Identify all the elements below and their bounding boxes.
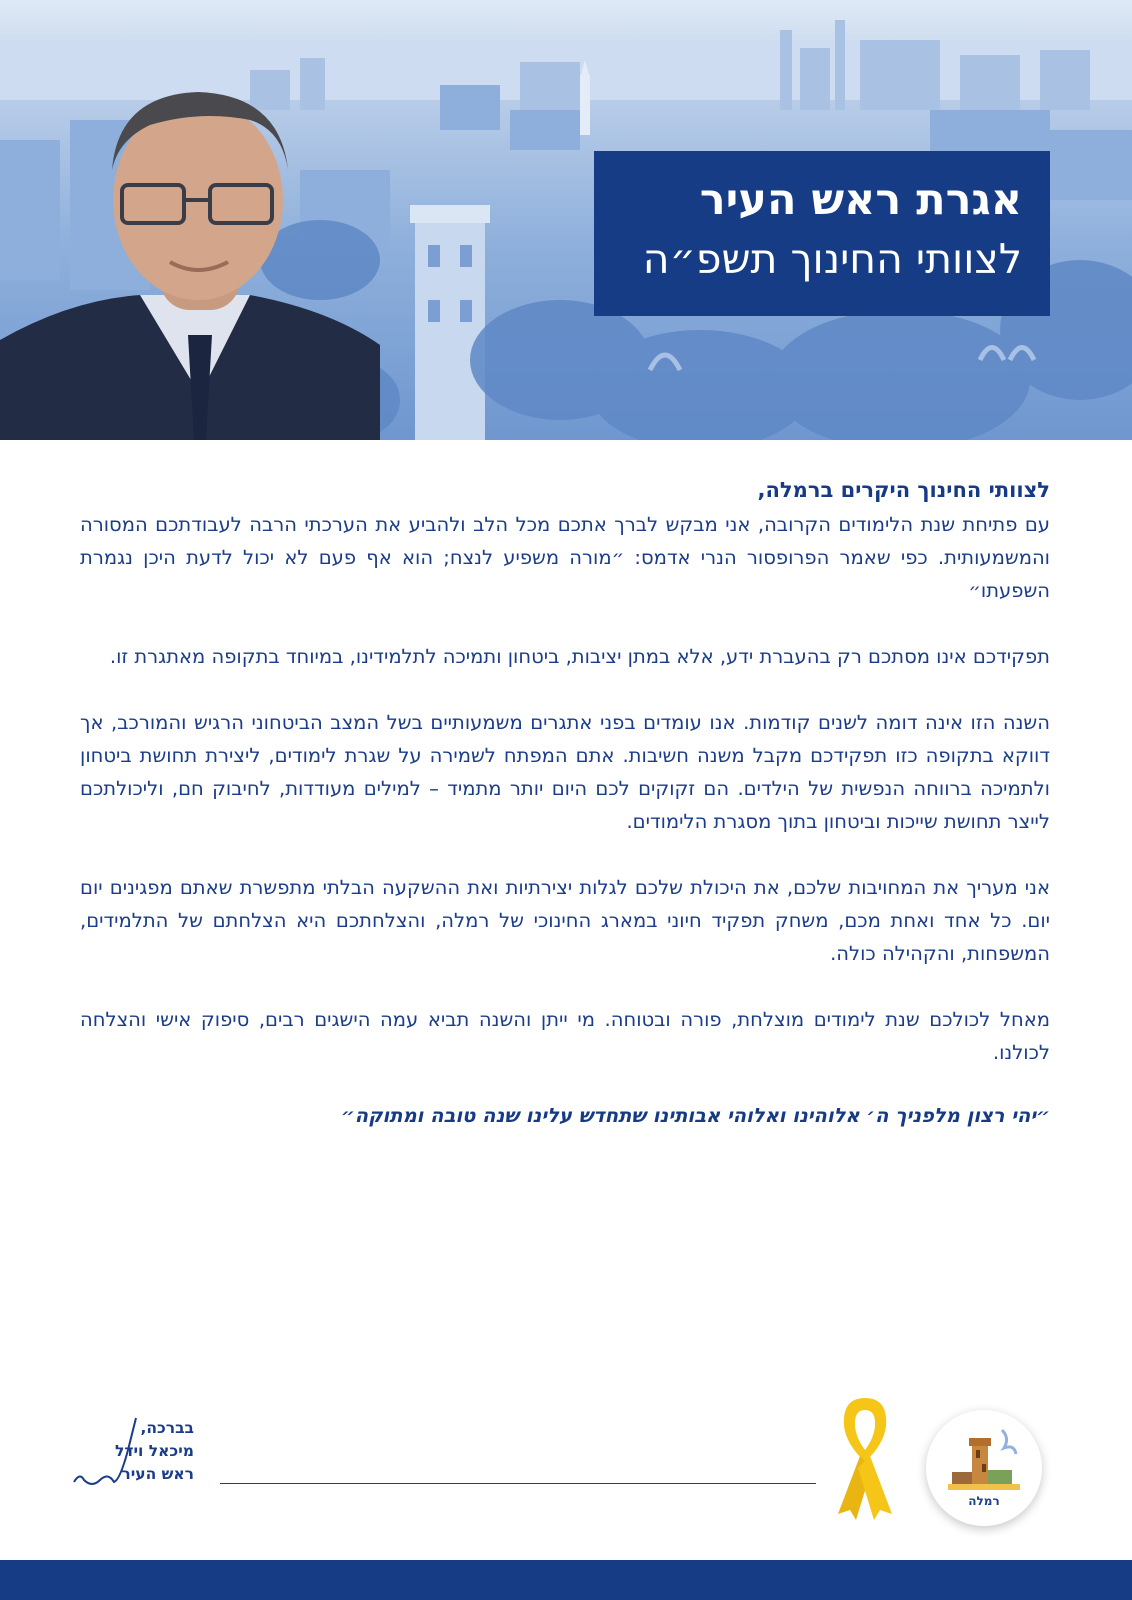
- signature-block: [84, 1417, 194, 1486]
- letter-paragraph-4: אני מעריך את המחויבות שלכם, את היכולת שלכם לגלות יצירתיות ואת ההשקעה הבלתי מתפשרת שאתם מפגינים יום יום. כל אחד ואחת מכם, משחק תפקיד חיוני במארג החינוכי של רמלה, והצלחתכם היא הצלחתם של התלמידים, המשפחות, והקהילה כולה.: [80, 876, 1050, 965]
- letter-body: [80, 472, 1050, 1132]
- letter-salutation: לצוותי החינוך היקרים ברמלה,: [757, 478, 1050, 502]
- letter-paragraph-1: עם פתיחת שנת הלימודים הקרובה, אני מבקש לברך אתכם מכל הלב ולהביע את הערכתי הרבה לעבודתכם המסורה והמשמעותית. כפי שאמר הפרופסור הנרי אדמס: ״מורה משפיע לנצח; הוא אף פעם לא יכול לדעת היכן נגמרת השפעתו״: [80, 513, 1050, 602]
- letter-paragraph-5: מאחל לכולכם שנת לימודים מוצלחת, פורה ובטוחה. מי ייתן והשנה תביא עמה הישגים רבים, סיפוק אישי והצלחה לכולנו.: [80, 1008, 1050, 1064]
- letter-blessing: ״יהי רצון מלפניך ה׳ אלוהינו ואלוהי אבותינו שתחדש עלינו שנה טובה ומתוקה״: [340, 1104, 1050, 1127]
- page-subtitle: לצוותי החינוך תשפ״ה: [642, 235, 1022, 283]
- header-city-photo: [0, 0, 1132, 440]
- signature-name: מיכאל וידל: [115, 1442, 194, 1460]
- ramla-city-logo: [926, 1410, 1042, 1526]
- footer-bar: [0, 1560, 1132, 1600]
- signature-greeting: בברכה,: [140, 1419, 194, 1437]
- yellow-ribbon-icon: [830, 1392, 900, 1522]
- header-title-box: [594, 151, 1050, 316]
- page-title: אגרת ראש העיר: [699, 175, 1022, 225]
- logo-text: רמלה: [968, 1494, 1000, 1508]
- letter-paragraph-3: השנה הזו אינה דומה לשנים קודמות. אנו עומדים בפני אתגרים משמעותיים בשל המצב הביטחוני הרגיש והמורכב, אך דווקא בתקופה כזו תפקידכם מקבל משנה חשיבות. אתם המפתח לשמירה על שגרת לימודים, ליצירת תחושת ביטחון ולתמיכה ברווחה הנפשית של הילדים. הם זקוקים לכם היום יותר מתמיד – למילים מעודדות, לחיבוק חם, וליכולתכם לייצר תחושת שייכות וביטחון בתוך מסגרת הלימודים.: [80, 711, 1050, 833]
- signature-role: ראש העיר: [121, 1465, 194, 1483]
- signature-line: [220, 1483, 816, 1484]
- tower-logo-icon: [944, 1424, 1024, 1496]
- letter-paragraph-2: תפקידכם אינו מסתכם רק בהעברת ידע, אלא במתן יציבות, ביטחון ותמיכה לתלמידינו, במיוחד בתקופה מאתגרת זו.: [109, 645, 1050, 668]
